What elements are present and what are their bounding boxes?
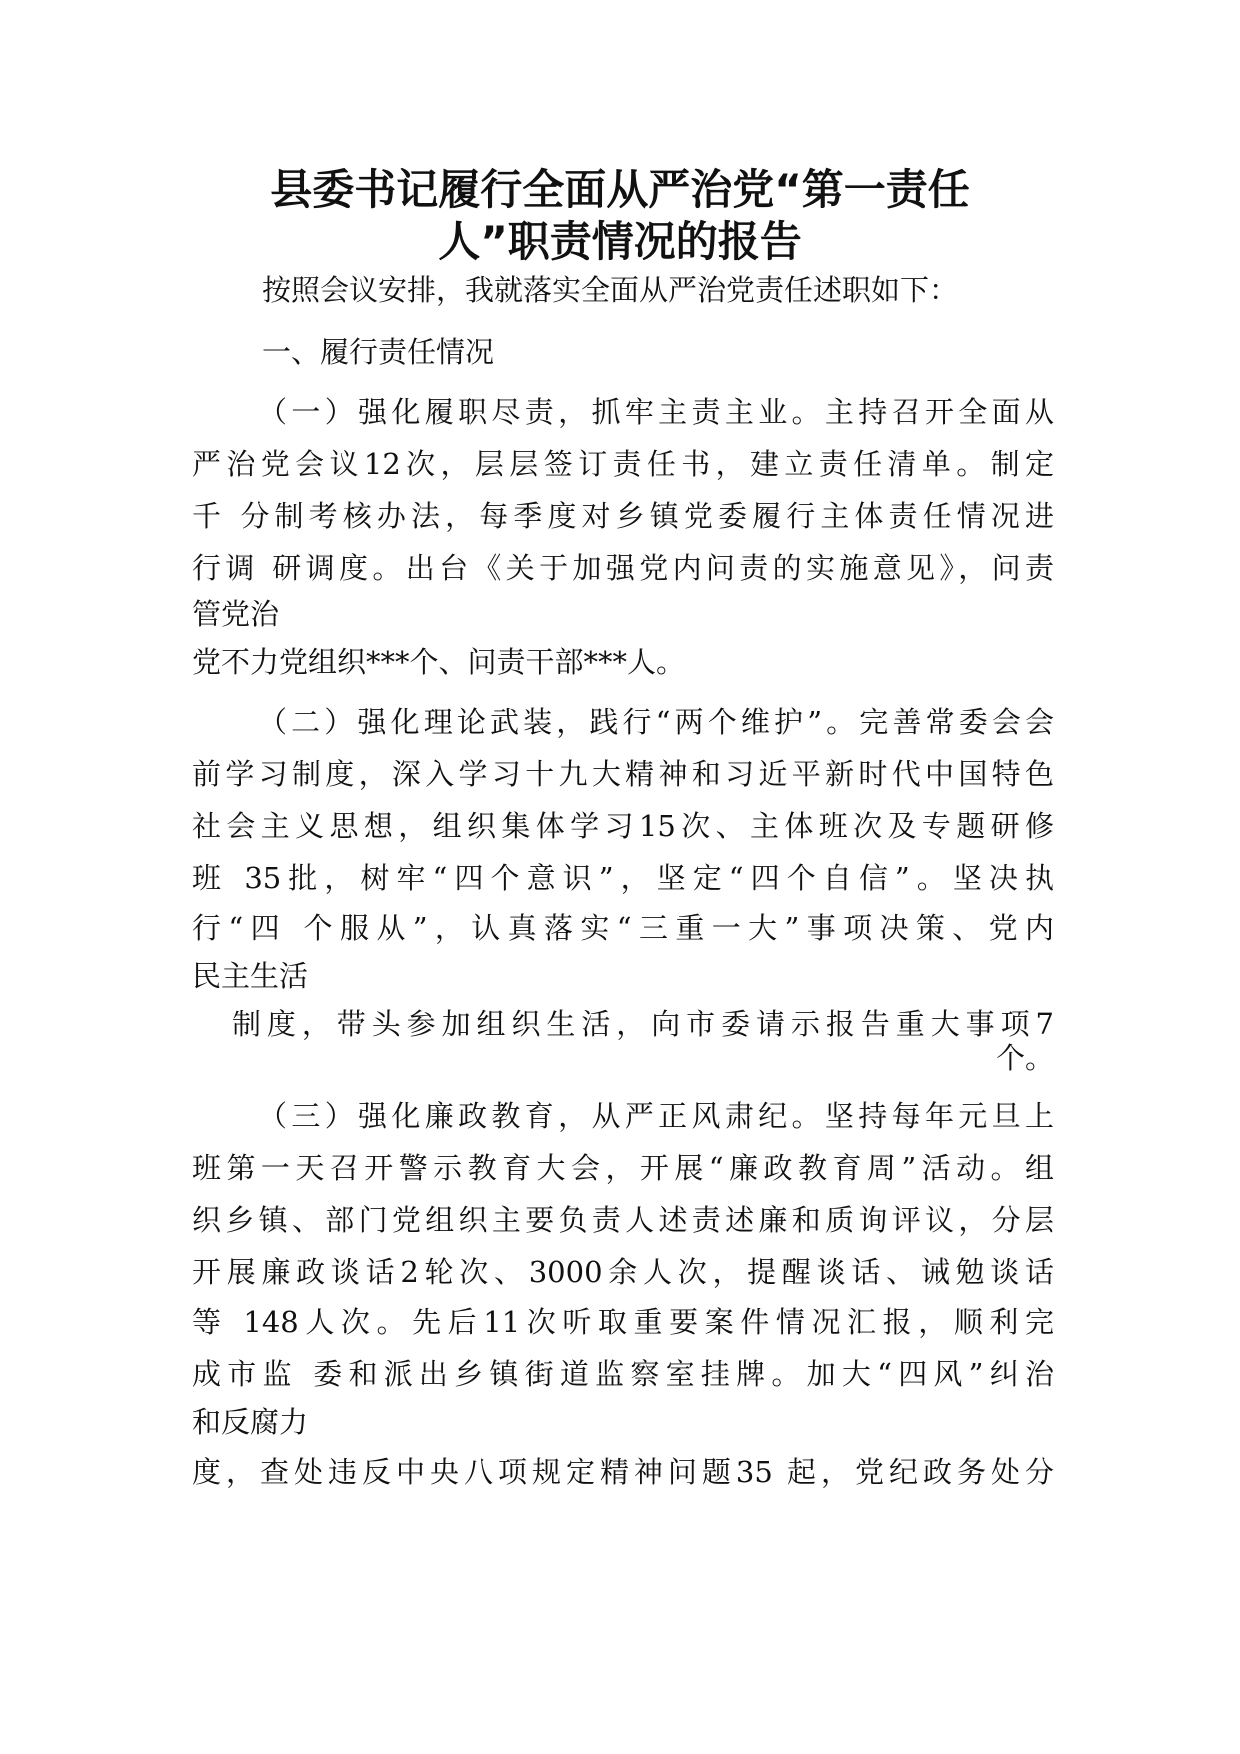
intro-paragraph: 按照会议安排，我就落实全面从严治党责任述职如下： <box>262 273 959 307</box>
section-heading-1: 一、履行责任情况 <box>262 335 495 369</box>
paragraph-2-line-7: 制度，带头参加组织生活，向市委请示报告重大事项7 <box>232 1007 1054 1041</box>
paragraph-3-line-1: （三）强化廉政教育，从严正风肃纪。坚持每年元旦上 <box>258 1099 1054 1133</box>
paragraph-1-line-6: 党不力党组织***个、问责干部***人。 <box>192 645 686 679</box>
paragraph-2-line-5: 行“四 个服从”，认真落实“三重一大”事项决策、党内 <box>192 911 1054 945</box>
paragraph-2-line-1: （二）强化理论武装，践行“两个维护”。完善常委会会 <box>258 705 1054 739</box>
paragraph-2-line-4: 班 35批，树牢“四个意识”，坚定“四个自信”。坚决执 <box>192 861 1054 895</box>
paragraph-3-line-6: 成市监 委和派出乡镇街道监察室挂牌。加大“四风”纠治 <box>192 1357 1054 1391</box>
paragraph-3-line-7: 和反腐力 <box>192 1405 309 1439</box>
paragraph-3-line-5: 等 148人次。先后11次听取重要案件情况汇报，顺利完 <box>192 1305 1054 1339</box>
paragraph-1-line-1: （一）强化履职尽责，抓牢主责主业。主持召开全面从 <box>258 395 1054 429</box>
paragraph-3-line-2: 班第一天召开警示教育大会，开展“廉政教育周”活动。组 <box>192 1151 1054 1185</box>
paragraph-2-line-2: 前学习制度，深入学习十九大精神和习近平新时代中国特色 <box>192 757 1054 791</box>
paragraph-2-line-8: 个。 <box>995 1041 1054 1075</box>
paragraph-2-line-3: 社会主义思想，组织集体学习15次、主体班次及专题研修 <box>192 809 1054 843</box>
paragraph-1-line-3: 千 分制考核办法，每季度对乡镇党委履行主体责任情况进 <box>192 499 1054 533</box>
paragraph-3-line-4: 开展廉政谈话2轮次、3000余人次，提醒谈话、诫勉谈话 <box>192 1255 1054 1289</box>
paragraph-1-line-4: 行调 研调度。出台《关于加强党内问责的实施意见》，问责 <box>192 551 1054 585</box>
paragraph-3-line-8: 度，查处违反中央八项规定精神问题35 起，党纪政务处分 <box>192 1455 1054 1489</box>
paragraph-1-line-5: 管党治 <box>192 597 280 631</box>
paragraph-3-line-3: 织乡镇、部门党组织主要负责人述责述廉和质询评议，分层 <box>192 1203 1054 1237</box>
document-title-line-2: 人”职责情况的报告 <box>438 217 802 266</box>
document-title-line-1: 县委书记履行全面从严治党“第一责任 <box>270 165 970 214</box>
paragraph-2-line-6: 民主生活 <box>192 959 309 993</box>
paragraph-1-line-2: 严治党会议12次，层层签订责任书，建立责任清单。制定 <box>192 447 1054 481</box>
